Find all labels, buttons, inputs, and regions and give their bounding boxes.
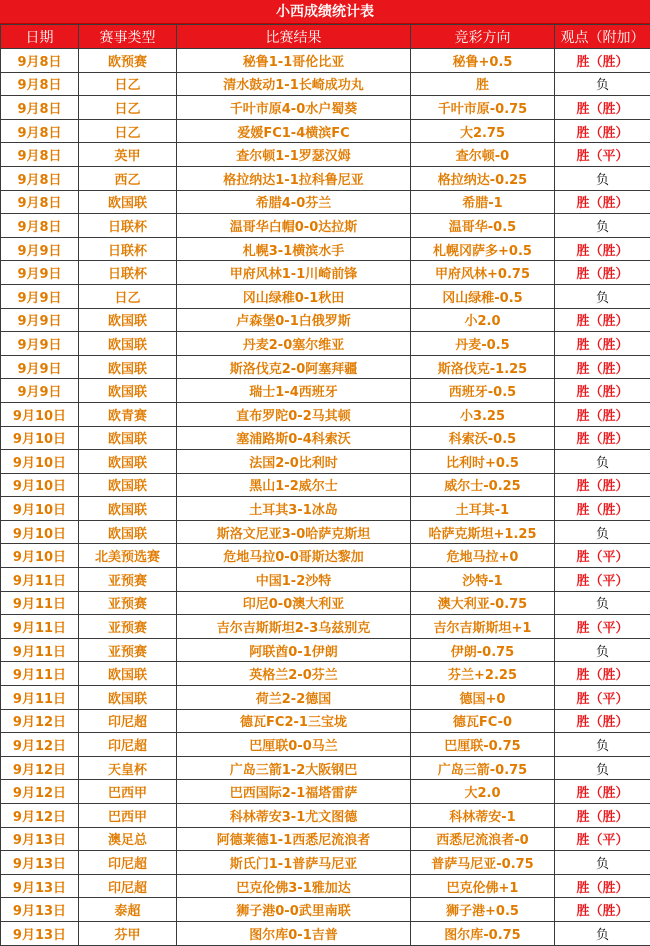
cell-pick: 土耳其-1 [411, 497, 555, 521]
cell-pick: 科林蒂安-1 [411, 804, 555, 828]
cell-pick: 温哥华-0.5 [411, 214, 555, 238]
table-row [1, 284, 650, 308]
table-row [1, 308, 650, 332]
cell-date: 9月9日 [1, 355, 79, 379]
cell-date: 9月13日 [1, 827, 79, 851]
cell-match-type: 欧国联 [79, 332, 177, 356]
table-body [1, 49, 650, 946]
cell-date: 9月10日 [1, 402, 79, 426]
cell-date: 9月12日 [1, 709, 79, 733]
cell-match-result: 冈山绿稚0-1秋田 [177, 284, 411, 308]
cell-pick: 札幌冈萨多+0.5 [411, 237, 555, 261]
cell-pick: 德瓦FC-0 [411, 709, 555, 733]
cell-match-result: 秘鲁1-1哥伦比亚 [177, 49, 411, 73]
cell-match-type: 印尼超 [79, 874, 177, 898]
cell-opinion: 胜（胜） [555, 190, 650, 214]
cell-pick: 小3.25 [411, 402, 555, 426]
table-row [1, 96, 650, 120]
table-row [1, 756, 650, 780]
cell-pick: 西班牙-0.5 [411, 379, 555, 403]
cell-match-result: 黑山1-2威尔士 [177, 473, 411, 497]
cell-pick: 科索沃-0.5 [411, 426, 555, 450]
cell-match-result: 狮子港0-0武里南联 [177, 898, 411, 922]
cell-date: 9月10日 [1, 473, 79, 497]
table-row [1, 662, 650, 686]
header-row [1, 25, 650, 49]
cell-date: 9月9日 [1, 261, 79, 285]
table-header [1, 25, 650, 49]
cell-date: 9月12日 [1, 756, 79, 780]
cell-pick: 威尔士-0.25 [411, 473, 555, 497]
cell-match-result: 英格兰2-0芬兰 [177, 662, 411, 686]
table-row [1, 497, 650, 521]
cell-pick: 比利时+0.5 [411, 450, 555, 474]
cell-opinion: 胜（胜） [555, 402, 650, 426]
table-row [1, 72, 650, 96]
cell-match-result: 清水鼓动1-1长崎成功丸 [177, 72, 411, 96]
table-row [1, 686, 650, 710]
cell-date: 9月10日 [1, 450, 79, 474]
cell-pick: 秘鲁+0.5 [411, 49, 555, 73]
cell-date: 9月12日 [1, 804, 79, 828]
cell-match-result: 斯氏门1-1普萨马尼亚 [177, 851, 411, 875]
cell-match-type: 日联杯 [79, 237, 177, 261]
cell-match-type: 欧国联 [79, 190, 177, 214]
cell-date: 9月9日 [1, 332, 79, 356]
cell-date: 9月11日 [1, 638, 79, 662]
table-row [1, 261, 650, 285]
cell-match-result: 印尼0-0澳大利亚 [177, 591, 411, 615]
cell-match-type: 亚预赛 [79, 568, 177, 592]
cell-pick: 哈萨克斯坦+1.25 [411, 520, 555, 544]
table-row [1, 827, 650, 851]
column-header-date: 日期 [1, 25, 79, 49]
cell-match-result: 希腊4-0芬兰 [177, 190, 411, 214]
cell-opinion: 负 [555, 284, 650, 308]
cell-date: 9月9日 [1, 379, 79, 403]
cell-pick: 沙特-1 [411, 568, 555, 592]
cell-match-type: 欧国联 [79, 426, 177, 450]
cell-date: 9月10日 [1, 497, 79, 521]
cell-opinion: 胜（平） [555, 143, 650, 167]
table-row [1, 379, 650, 403]
cell-match-type: 欧国联 [79, 450, 177, 474]
cell-match-result: 阿德莱德1-1西悉尼流浪者 [177, 827, 411, 851]
table-row [1, 119, 650, 143]
cell-opinion: 胜（平） [555, 615, 650, 639]
cell-pick: 图尔库-0.75 [411, 921, 555, 945]
cell-date: 9月13日 [1, 898, 79, 922]
cell-opinion: 胜（胜） [555, 96, 650, 120]
table-row [1, 733, 650, 757]
cell-match-type: 欧国联 [79, 379, 177, 403]
table-row [1, 520, 650, 544]
sheet-title: 小西成绩统计表 [0, 0, 650, 24]
cell-match-type: 日乙 [79, 72, 177, 96]
cell-pick: 普萨马尼亚-0.75 [411, 851, 555, 875]
cell-date: 9月8日 [1, 190, 79, 214]
cell-match-result: 中国1-2沙特 [177, 568, 411, 592]
table-row [1, 638, 650, 662]
table-row [1, 332, 650, 356]
cell-pick: 狮子港+0.5 [411, 898, 555, 922]
cell-pick: 巴厘联-0.75 [411, 733, 555, 757]
cell-opinion: 胜（胜） [555, 49, 650, 73]
table-row [1, 874, 650, 898]
cell-date: 9月8日 [1, 119, 79, 143]
cell-match-result: 甲府风林1-1川崎前锋 [177, 261, 411, 285]
table-row [1, 166, 650, 190]
cell-match-result: 瑞士1-4西班牙 [177, 379, 411, 403]
cell-match-type: 欧国联 [79, 686, 177, 710]
cell-date: 9月10日 [1, 520, 79, 544]
column-header-pick: 竞彩方向 [411, 25, 555, 49]
cell-date: 9月12日 [1, 780, 79, 804]
table-row [1, 591, 650, 615]
cell-match-result: 广岛三箭1-2大阪钢巴 [177, 756, 411, 780]
cell-match-result: 德瓦FC2-1三宝垅 [177, 709, 411, 733]
cell-match-type: 亚预赛 [79, 591, 177, 615]
cell-match-type: 泰超 [79, 898, 177, 922]
table-row [1, 426, 650, 450]
cell-opinion: 胜（胜） [555, 355, 650, 379]
cell-pick: 危地马拉+0 [411, 544, 555, 568]
cell-date: 9月9日 [1, 284, 79, 308]
cell-match-result: 斯洛伐克2-0阿塞拜疆 [177, 355, 411, 379]
cell-pick: 格拉纳达-0.25 [411, 166, 555, 190]
cell-opinion: 负 [555, 851, 650, 875]
cell-pick: 大2.75 [411, 119, 555, 143]
cell-date: 9月8日 [1, 166, 79, 190]
table-row [1, 190, 650, 214]
cell-pick: 冈山绿稚-0.5 [411, 284, 555, 308]
cell-match-type: 日乙 [79, 284, 177, 308]
cell-opinion: 胜（胜） [555, 780, 650, 804]
table-row [1, 921, 650, 945]
cell-match-result: 危地马拉0-0哥斯达黎加 [177, 544, 411, 568]
cell-opinion: 负 [555, 72, 650, 96]
cell-pick: 伊朗-0.75 [411, 638, 555, 662]
cell-match-result: 查尔顿1-1罗瑟汉姆 [177, 143, 411, 167]
cell-pick: 查尔顿-0 [411, 143, 555, 167]
cell-date: 9月12日 [1, 733, 79, 757]
cell-match-result: 法国2-0比利时 [177, 450, 411, 474]
cell-match-type: 芬甲 [79, 921, 177, 945]
cell-date: 9月9日 [1, 308, 79, 332]
column-header-match-result: 比赛结果 [177, 25, 411, 49]
cell-pick: 小2.0 [411, 308, 555, 332]
cell-opinion: 胜（胜） [555, 709, 650, 733]
cell-match-result: 温哥华白帽0-0达拉斯 [177, 214, 411, 238]
cell-pick: 丹麦-0.5 [411, 332, 555, 356]
cell-opinion: 负 [555, 756, 650, 780]
cell-date: 9月9日 [1, 237, 79, 261]
table-row [1, 615, 650, 639]
cell-opinion: 胜（胜） [555, 804, 650, 828]
cell-opinion: 负 [555, 166, 650, 190]
cell-opinion: 负 [555, 450, 650, 474]
table-row [1, 568, 650, 592]
cell-date: 9月11日 [1, 662, 79, 686]
cell-date: 9月8日 [1, 143, 79, 167]
cell-date: 9月13日 [1, 921, 79, 945]
cell-pick: 希腊-1 [411, 190, 555, 214]
table-row [1, 780, 650, 804]
cell-match-type: 日乙 [79, 96, 177, 120]
cell-match-type: 欧国联 [79, 662, 177, 686]
cell-match-result: 卢森堡0-1白俄罗斯 [177, 308, 411, 332]
cell-opinion: 胜（平） [555, 544, 650, 568]
cell-pick: 澳大利亚-0.75 [411, 591, 555, 615]
cell-match-type: 日乙 [79, 119, 177, 143]
cell-opinion: 胜（平） [555, 827, 650, 851]
cell-match-type: 欧青赛 [79, 402, 177, 426]
cell-date: 9月8日 [1, 214, 79, 238]
cell-match-result: 巴克伦佛3-1雅加达 [177, 874, 411, 898]
cell-pick: 芬兰+2.25 [411, 662, 555, 686]
table-row [1, 143, 650, 167]
cell-match-type: 印尼超 [79, 851, 177, 875]
cell-pick: 甲府风林+0.75 [411, 261, 555, 285]
cell-date: 9月11日 [1, 686, 79, 710]
cell-match-result: 直布罗陀0-2马其顿 [177, 402, 411, 426]
table-row [1, 544, 650, 568]
cell-match-result: 图尔库0-1吉普 [177, 921, 411, 945]
cell-match-result: 札幌3-1横滨水手 [177, 237, 411, 261]
cell-match-type: 欧国联 [79, 308, 177, 332]
cell-opinion: 胜（胜） [555, 874, 650, 898]
cell-opinion: 胜（胜） [555, 497, 650, 521]
table-row [1, 355, 650, 379]
cell-opinion: 胜（胜） [555, 119, 650, 143]
cell-match-result: 斯洛文尼亚3-0哈萨克斯坦 [177, 520, 411, 544]
cell-opinion: 负 [555, 638, 650, 662]
cell-opinion: 负 [555, 921, 650, 945]
cell-opinion: 胜（胜） [555, 332, 650, 356]
cell-opinion: 胜（胜） [555, 426, 650, 450]
cell-match-type: 欧国联 [79, 355, 177, 379]
cell-match-type: 日联杯 [79, 214, 177, 238]
cell-date: 9月11日 [1, 591, 79, 615]
cell-date: 9月11日 [1, 615, 79, 639]
cell-match-type: 欧国联 [79, 520, 177, 544]
cell-pick: 巴克伦佛+1 [411, 874, 555, 898]
table-row [1, 450, 650, 474]
cell-opinion: 胜（胜） [555, 662, 650, 686]
cell-pick: 斯洛伐克-1.25 [411, 355, 555, 379]
cell-opinion: 负 [555, 591, 650, 615]
cell-opinion: 负 [555, 520, 650, 544]
cell-date: 9月8日 [1, 72, 79, 96]
cell-date: 9月13日 [1, 874, 79, 898]
cell-opinion: 负 [555, 733, 650, 757]
cell-match-type: 欧预赛 [79, 49, 177, 73]
cell-match-result: 吉尔吉斯斯坦2-3乌兹别克 [177, 615, 411, 639]
cell-date: 9月10日 [1, 544, 79, 568]
cell-opinion: 胜（胜） [555, 308, 650, 332]
cell-match-result: 千叶市原4-0水户蜀葵 [177, 96, 411, 120]
cell-match-result: 塞浦路斯0-4科索沃 [177, 426, 411, 450]
column-header-opinion: 观点（附加） [555, 25, 650, 49]
cell-match-type: 日联杯 [79, 261, 177, 285]
results-table [0, 24, 650, 946]
cell-opinion: 胜（胜） [555, 473, 650, 497]
cell-match-type: 亚预赛 [79, 615, 177, 639]
cell-pick: 吉尔吉斯斯坦+1 [411, 615, 555, 639]
cell-pick: 千叶市原-0.75 [411, 96, 555, 120]
cell-pick: 德国+0 [411, 686, 555, 710]
cell-match-type: 巴西甲 [79, 780, 177, 804]
cell-match-type: 巴西甲 [79, 804, 177, 828]
cell-match-type: 北美预选赛 [79, 544, 177, 568]
cell-match-result: 格拉纳达1-1拉科鲁尼亚 [177, 166, 411, 190]
cell-opinion: 胜（胜） [555, 379, 650, 403]
cell-match-type: 西乙 [79, 166, 177, 190]
cell-match-type: 天皇杯 [79, 756, 177, 780]
cell-match-result: 荷兰2-2德国 [177, 686, 411, 710]
cell-pick: 胜 [411, 72, 555, 96]
table-row [1, 49, 650, 73]
cell-date: 9月13日 [1, 851, 79, 875]
cell-match-result: 阿联酋0-1伊朗 [177, 638, 411, 662]
table-row [1, 851, 650, 875]
cell-pick: 西悉尼流浪者-0 [411, 827, 555, 851]
cell-match-type: 欧国联 [79, 497, 177, 521]
cell-match-result: 科林蒂安3-1尤文图德 [177, 804, 411, 828]
cell-opinion: 胜（平） [555, 568, 650, 592]
table-row [1, 214, 650, 238]
cell-match-type: 澳足总 [79, 827, 177, 851]
column-header-match-type: 赛事类型 [79, 25, 177, 49]
cell-date: 9月10日 [1, 426, 79, 450]
cell-match-type: 亚预赛 [79, 638, 177, 662]
cell-match-type: 英甲 [79, 143, 177, 167]
table-row [1, 402, 650, 426]
cell-pick: 大2.0 [411, 780, 555, 804]
cell-match-type: 印尼超 [79, 733, 177, 757]
table-row [1, 237, 650, 261]
cell-match-result: 巴西国际2-1福塔雷萨 [177, 780, 411, 804]
table-row [1, 804, 650, 828]
cell-match-result: 土耳其3-1冰岛 [177, 497, 411, 521]
cell-match-type: 印尼超 [79, 709, 177, 733]
cell-match-result: 巴厘联0-0马兰 [177, 733, 411, 757]
cell-date: 9月11日 [1, 568, 79, 592]
cell-pick: 广岛三箭-0.75 [411, 756, 555, 780]
cell-match-result: 丹麦2-0塞尔维亚 [177, 332, 411, 356]
table-row [1, 898, 650, 922]
cell-opinion: 胜（胜） [555, 261, 650, 285]
cell-date: 9月8日 [1, 96, 79, 120]
cell-opinion: 负 [555, 214, 650, 238]
cell-opinion: 胜（胜） [555, 237, 650, 261]
cell-date: 9月8日 [1, 49, 79, 73]
table-row [1, 473, 650, 497]
cell-match-result: 爱媛FC1-4横滨FC [177, 119, 411, 143]
cell-match-type: 欧国联 [79, 473, 177, 497]
cell-opinion: 胜（平） [555, 686, 650, 710]
table-row [1, 709, 650, 733]
cell-opinion: 胜（胜） [555, 898, 650, 922]
